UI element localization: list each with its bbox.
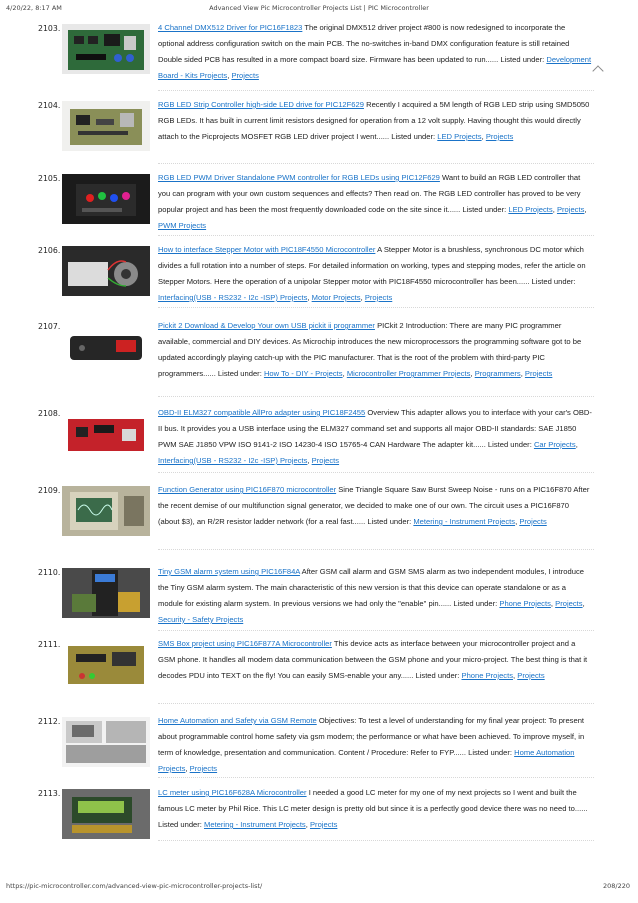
entry-text: LC meter using PIC16F628A Microcontroller I needed a good LC meter for my one of my next projects so I went and built the famous LC meter by Phil Rice. This LC meter design is pretty old but since it is a perfectly good device there was no need to...... Listed under: Metering - Instrument Projects, Projects (158, 788, 588, 829)
entry-text: How to interface Stepper Motor with PIC18F4550 Microcontroller A Stepper Motor is a brushless, synchronous DC motor which divides a full rotation into a number of steps. For detailed information on working, types and stepping modes, refer the article on Stepper Motors. Here the operation of a unipolar Stepper motor with PIC18F4550 microcontroller has been...... Listed under: Interfacing(USB - RS232 - I2c -ISP) Projects, Motor Projects, Projects (158, 245, 586, 302)
entry-text: Function Generator using PIC16F870 microcontroller Sine Triangle Square Saw Burst Sweep Noise - runs on a PIC16F870 After the recent demise of our multifunction signal generator, we decided to make one of our own. The circuit uses a PIC16F870 (about $3), an R/2R resistor ladder network (for a real fast...... Listed under: Metering - Instrument Projects, Projects (158, 485, 590, 526)
category-link[interactable]: How To - DIY - Projects (263, 369, 343, 378)
project-title-link[interactable]: OBD-II ELM327 compatible AllPro adapter using PIC18F2455 (158, 408, 366, 417)
category-link[interactable]: Development Board - Kits Projects (158, 55, 592, 80)
project-description: Sine Triangle Square Saw Burst Sweep Noise - runs on a PIC16F870 After the recent demise of our multifunction signal generator, we decided to make one of our own. The circuit uses a PIC16F870 (about $3), an R/2R resistor ladder network (for a real fast...... Listed under: (158, 485, 590, 526)
print-title: Advanced View Pic Microcontroller Projects List | PIC Microcontroller (209, 4, 429, 12)
project-description: The original DMX512 driver project #800 is now redesigned to incorporate the optional address configuration switch on the main PCB. The no-switches in-band DMX configuration feature is still retained Double sided PCB has resulted in a more compact board size. Firmware has been updated to run...... Listed under: (158, 23, 570, 64)
project-description: After GSM call alarm and GSM SMS alarm as two independent modules, I introduce the Tiny GSM alarm system. The main characteristic of this new version is that this device can operate standalone or as a module for existing alarm system. In previous versions we had only the "enable" pin...... Listed under: (158, 567, 584, 608)
category-link[interactable]: Projects (485, 132, 514, 141)
page-url: https://pic-microcontroller.com/advanced-view-pic-microcontroller-projects-list/ (6, 882, 263, 890)
entry-number: 2104. (38, 101, 61, 110)
category-link[interactable]: Phone Projects (461, 671, 514, 680)
entry-number: 2113. (38, 789, 61, 798)
entry-text: RGB LED PWM Driver Standalone PWM controller for RGB LEDs using PIC12F629 Want to build an RGB LED controller that you can program with your own custom sequences and effects? Then read on. The RGB LED controller has proved to be very popular project and has been the most frequently downloaded code on the site since it...... Listed under: LED Projects, Projects, PWM Projects (158, 173, 587, 230)
category-link[interactable]: Car Projects (533, 440, 576, 449)
project-title-link[interactable]: RGB LED Strip Controller high-side LED drive for PIC12F629 (158, 100, 364, 109)
entry-divider (158, 703, 594, 704)
entry-number: 2107. (38, 322, 61, 331)
print-datetime: 4/20/22, 8:17 AM (6, 4, 62, 12)
category-link[interactable]: Motor Projects (311, 293, 361, 302)
entry-divider (158, 777, 594, 778)
entry-divider (158, 90, 594, 91)
project-title-link[interactable]: Home Automation and Safety via GSM Remote (158, 716, 317, 725)
category-link[interactable]: Projects (517, 671, 545, 680)
print-footer (0, 882, 638, 894)
category-link[interactable]: LED Projects (437, 132, 482, 141)
category-link[interactable]: Projects (556, 205, 585, 214)
entry-divider (158, 396, 594, 397)
project-description: Recently I acquired a 5M length of RGB LED strip using SMD5050 RGB LEDs. It has built in current limit resistors designed for operation from a 12 volt supply. Having thought this would directly attach to the Picprojects MOSFET RGB LED driver project I went...... Listed under: (158, 100, 590, 141)
entry-number: 2109. (38, 486, 61, 495)
entry-text: Tiny GSM alarm system using PIC16F84A After GSM call alarm and GSM SMS alarm as two independent modules, I introduce the Tiny GSM alarm system. The main characteristic of this new version is that this device can operate standalone or as a module for existing alarm system. In previous versions we had only the "enable" pin...... Listed under: Phone Projects, Projects, Security - Safety Projects (158, 567, 585, 624)
category-link[interactable]: Metering - Instrument Projects (413, 517, 516, 526)
category-link[interactable]: Projects (309, 820, 338, 829)
category-link[interactable]: PWM Projects (158, 221, 207, 230)
project-description: Overview This adapter allows you to interface with your car's OBD-II bus. It provides you a USB interface using the ELM327 command set and supports all major OBD-II standards: SAE J1850 PWM SAE J1850 VPW ISO 9141-2 ISO 14230-4 ISO 15765-4 CAN Hardware The adapter kit...... Listed under: (158, 408, 592, 449)
entry-text: OBD-II ELM327 compatible AllPro adapter using PIC18F2455 Overview This adapter allows you to interface with your car's OBD-II bus. It provides you a USB interface using the ELM327 command set and supports all major OBD-II standards: SAE J1850 PWM SAE J1850 VPW ISO 9141-2 ISO 14230-4 ISO 15765-4 CAN Hardware The adapter kit...... Listed under: Car Projects, Interfacing(USB - RS232 - I2c -ISP) Projects, Projects (158, 408, 592, 465)
entry-text: 4 Channel DMX512 Driver for PIC16F1823 The original DMX512 driver project #800 is now redesigned to incorporate the optional address configuration switch on the main PCB. The no-switches in-band DMX configuration feature is still retained Double sided PCB has resulted in a more compact board size. Firmware has been updated to run...... Listed under: Development Board - Kits Projects, Projects (158, 23, 592, 80)
entry-divider (158, 549, 594, 550)
entry-text: Home Automation and Safety via GSM Remote Objectives: To test a level of understanding for my final year project: To present about programmable control home safety via gsm modem; the performance or what have been achieved. To improve myself, in term of knowledge, presentation and communication. Content / Procedure: Refer to FYP...... Listed under: Home Automation Projects, Projects (158, 716, 585, 773)
category-link[interactable]: Microcontroller Programmer Projects (346, 369, 471, 378)
category-link[interactable]: Projects (231, 71, 259, 80)
project-description: Objectives: To test a level of understanding for my final year project: To present about programmable control home safety via gsm modem; the performance or what have been achieved. To improve myself, in term of knowledge, presentation and communication. Content / Procedure: Refer to FYP...... Listed under: (158, 716, 585, 757)
category-link[interactable]: Phone Projects (499, 599, 551, 608)
project-description: This device acts as interface between your microcontroller project and a GSM phone. It handles all modem data communication between the GSM phone and your micro-project. The best thing is that it decodes PDU into TEXT on the fly! You can easily SMS-enable your any...... Listed under: (158, 639, 588, 680)
entry-divider (158, 163, 594, 164)
category-link[interactable]: Programmers (474, 369, 521, 378)
chevron-up-icon[interactable] (592, 65, 603, 76)
project-title-link[interactable]: Pickit 2 Download & Develop Your own USB pickit ii programmer (158, 321, 375, 330)
entry-divider (158, 235, 594, 236)
print-header (0, 4, 638, 16)
project-title-link[interactable]: LC meter using PIC16F628A Microcontroller (158, 788, 307, 797)
entry-number: 2111. (38, 640, 61, 649)
entry-divider (158, 472, 594, 473)
category-link[interactable]: Projects (189, 764, 218, 773)
category-link[interactable]: LED Projects (508, 205, 553, 214)
category-link[interactable]: Projects (519, 517, 547, 526)
category-link[interactable]: Projects (364, 293, 393, 302)
project-title-link[interactable]: RGB LED PWM Driver Standalone PWM controller for RGB LEDs using PIC12F629 (158, 173, 440, 182)
project-title-link[interactable]: Tiny GSM alarm system using PIC16F84A (158, 567, 300, 576)
entry-number: 2108. (38, 409, 61, 418)
category-link[interactable]: Interfacing(USB - RS232 - I2c -ISP) Projects (158, 293, 308, 302)
entry-number: 2110. (38, 568, 61, 577)
project-description: I needed a good LC meter for my one of my next projects so I went and built the famous LC meter by Phil Rice. This LC meter design is pretty old but since it is a perfectly good device there was no need to...... Listed under: (158, 788, 588, 829)
category-link[interactable]: Projects (311, 456, 340, 465)
project-description: Want to build an RGB LED controller that you can program with your own custom sequences and effects? Then read on. The RGB LED controller has proved to be very popular project and has been the most frequently downloaded code on the site since it...... Listed under: (158, 173, 581, 214)
project-title-link[interactable]: 4 Channel DMX512 Driver for PIC16F1823 (158, 23, 303, 32)
category-link[interactable]: Security - Safety Projects (158, 615, 244, 624)
entry-number: 2105. (38, 174, 61, 183)
category-link[interactable]: Metering - Instrument Projects (204, 820, 306, 829)
category-link[interactable]: Interfacing(USB - RS232 - I2c -ISP) Projects (158, 456, 308, 465)
category-link[interactable]: Projects (555, 599, 583, 608)
category-link[interactable]: Home Automation Projects (158, 748, 575, 773)
entry-text: SMS Box project using PIC16F877A Microcontroller This device acts as interface between your microcontroller project and a GSM phone. It handles all modem data communication between the GSM phone and your micro-project. The best thing is that it decodes PDU into TEXT on the fly! You can easily SMS-enable your any...... Listed under: Phone Projects, Projects (158, 639, 588, 680)
entry-number: 2103. (38, 24, 61, 33)
entry-text: Pickit 2 Download & Develop Your own USB pickit ii programmer PICkit 2 Introduction: There are many PIC programmer available, commercial and DIY devices. As Microchip introduces the new microprocessors the programming software got to be updated accordingly playing catch-up with the PIC manufacturer. That is the root of the problem with third-party PIC programmers...... Listed under: How To - DIY - Projects, Microcontroller Programmer Projects, Programmers, Projects (158, 321, 582, 378)
entry-number: 2106. (38, 246, 61, 255)
project-title-link[interactable]: Function Generator using PIC16F870 microcontroller (158, 485, 337, 494)
entry-text: RGB LED Strip Controller high-side LED drive for PIC12F629 Recently I acquired a 5M length of RGB LED strip using SMD5050 RGB LEDs. It has built in current limit resistors designed for operation from a 12 volt supply. Having thought this would directly attach to the Picprojects MOSFET RGB LED driver project I went...... Listed under: LED Projects, Projects (158, 100, 590, 141)
project-description: PICkit 2 Introduction: There are many PIC programmer available, commercial and DIY devices. As Microchip introduces the new microprocessors the programming software got to be updated accordingly playing catch-up with the PIC manufacturer. That is the root of the problem with third-party PIC programmers...... Listed under: (158, 321, 582, 378)
entry-number: 2112. (38, 717, 61, 726)
entry-divider (158, 630, 594, 631)
project-description: A Stepper Motor is a brushless, synchronous DC motor which divides a full rotation into a number of steps. For detailed information on working, types and stepping modes, refer the article on Stepper Motors. Here the operation of a unipolar Stepper motor with PIC18F4550 microcontroller has been...... Listed under: (158, 245, 586, 286)
project-title-link[interactable]: How to interface Stepper Motor with PIC18F4550 Microcontroller (158, 245, 376, 254)
entry-divider (158, 840, 594, 841)
page-number: 208/220 (602, 882, 630, 890)
project-title-link[interactable]: SMS Box project using PIC16F877A Microcontroller (158, 639, 332, 648)
entry-divider (158, 307, 594, 308)
category-link[interactable]: Projects (524, 369, 553, 378)
